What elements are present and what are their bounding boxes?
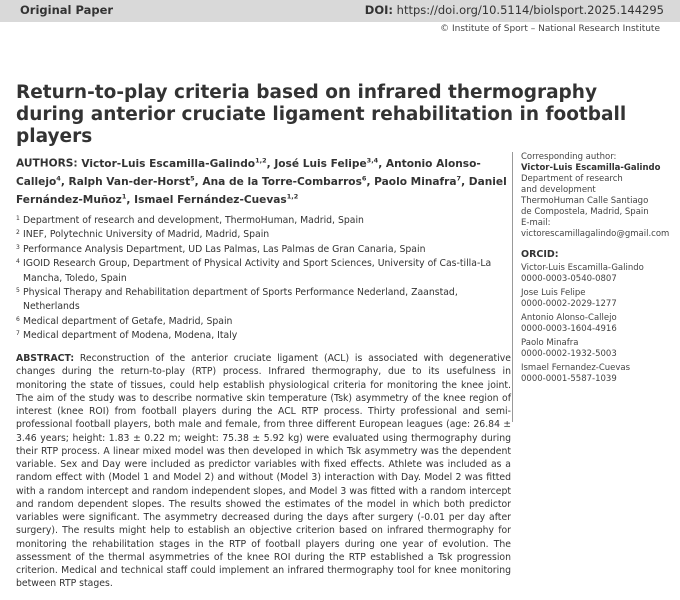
orcid-entry bbox=[521, 363, 677, 385]
author-name: Paolo Minafra bbox=[374, 175, 457, 188]
corresponding-line: and development bbox=[521, 185, 596, 195]
copyright-notice: © Institute of Sport – National Research Institute bbox=[440, 24, 660, 34]
orcid-list bbox=[521, 263, 677, 385]
affiliation-number: 1 bbox=[16, 215, 20, 222]
orcid-author-name: Ismael Fernandez-Cuevas bbox=[521, 363, 631, 373]
author-affiliation-marker: 7 bbox=[456, 174, 462, 183]
affiliation-number: 6 bbox=[16, 315, 20, 323]
orcid-id[interactable]: 0000-0003-0540-0807 bbox=[521, 274, 617, 284]
affiliation-item bbox=[16, 214, 511, 228]
affiliation-list bbox=[16, 214, 511, 344]
affiliation-number: 4 bbox=[16, 258, 20, 266]
author-name: Ismael Fernández-Cuevas bbox=[134, 193, 287, 206]
author-names: Victor-Luis Escamilla-Galindo$^{1,2}$, José Luis Felipe$^{3,4}$, Antonio Alonso-Callejo$^4$, Ralph Van-der-Horst$^5$, Ana de la Torre-Combarros$^6$, Paolo Minafra$^7$, Daniel Fernández-Muñoz$^1$, Ismael Fernández-Cuevas$^{1,2}$ bbox=[16, 156, 507, 206]
affiliation-item bbox=[16, 329, 511, 343]
corresponding-label: Corresponding author: bbox=[521, 152, 617, 162]
affiliation-item bbox=[16, 286, 511, 315]
affiliation-text: INEF, Polytechnic University of Madrid, Madrid, Spain bbox=[23, 229, 270, 241]
author-affiliation-marker: 4 bbox=[56, 174, 61, 183]
doi-line bbox=[365, 3, 664, 17]
article-type-label: Original Paper bbox=[20, 3, 114, 17]
orcid-label: ORCID: bbox=[521, 249, 559, 260]
affiliation-item bbox=[16, 257, 511, 286]
affiliation-text: Performance Analysis Department, UD Las Palmas, Las Palmas de Gran Canaria, Spain bbox=[23, 243, 426, 255]
author-affiliation-marker: 6 bbox=[361, 174, 367, 183]
author-list bbox=[16, 153, 511, 207]
email-address[interactable]: victorescamillagalindo@gmail.com bbox=[521, 229, 670, 239]
affiliation-text: IGOID Research Group, Department of Physical Activity and Sport Sciences, University of Cas-tilla-La Mancha, Toledo, Spain bbox=[23, 258, 492, 284]
orcid-id[interactable]: 0000-0002-1932-5003 bbox=[521, 349, 617, 359]
affiliation-text: Physical Therapy and Rehabilitation department of Sports Performance Nederland, Zaanstad, Netherlands bbox=[23, 287, 458, 313]
author-name: Daniel Fernández-Muñoz bbox=[16, 175, 507, 206]
sidebar-info bbox=[512, 152, 677, 422]
doi-prefix: DOI: bbox=[364, 3, 393, 17]
affiliation-item bbox=[16, 315, 511, 329]
author-name: Ralph Van-der-Horst bbox=[68, 175, 191, 188]
orcid-id[interactable]: 0000-0002-2029-1277 bbox=[521, 299, 617, 309]
author-affiliation-marker: 1,2 bbox=[255, 156, 267, 164]
author-affiliation-marker: 3,4 bbox=[366, 156, 379, 164]
orcid-id[interactable]: 0000-0001-5587-1039 bbox=[521, 374, 617, 384]
affiliation-text: Department of research and development, ThermoHuman, Madrid, Spain bbox=[23, 215, 364, 226]
journal-header-bar bbox=[0, 0, 680, 22]
author-name: Ana de la Torre-Combarros bbox=[202, 175, 362, 188]
author-name: Antonio Alonso-Callejo bbox=[16, 157, 481, 188]
affiliation-item bbox=[16, 228, 511, 242]
affiliation-text: Medical department of Modena, Modena, Italy bbox=[23, 330, 238, 342]
affiliation-number: 5 bbox=[16, 287, 20, 295]
orcid-entry bbox=[521, 338, 677, 360]
doi-link[interactable]: https://doi.org/10.5114/biolsport.2025.144295 bbox=[396, 3, 664, 17]
orcid-entry bbox=[521, 313, 677, 335]
corresponding-line: Department of research bbox=[521, 174, 623, 184]
abstract-text: Reconstruction of the anterior cruciate ligament (ACL) is associated with degenerative changes during the return-to-play (RTP) process. Infrared thermography, due to its usefulness in monitoring the state of tissues, could help establish physiological criteria for monitoring the knee joint. The aim of the study was to describe normative skin temperature (Tsk) asymmetry of the knee region of interest (knee ROI) from football players during the ACL RTP process. Thirty professional and semi-professional football players, both male and female, from three different European leagues (age: 26.84 ± 3.46 years; height: 1.83 ± 0.22 m; weight: 75.38 ± 5.92 kg) were evaluated using thermography during their RTP process. A linear mixed model was then developed in which Tsk asymmetry was the dependent variable. Sex and Day were included as predictor variables with fixed effects. Athlete was included as a random effect with (Model 1 and Model 2) and without (Model 3) interaction with Day. Model 2 was fitted with a random intercept and random independent slopes, and Model 3 was fitted with a random intercept and random dependent slopes. The results showed the estimates of the model in which both predictor variables were significant. The asymmetry decreased during the days after surgery (-0.01 per day after surgery). The results might help to establish an objective criterion based on infrared thermography for monitoring the rehabilitation stages in the RTP of football players during one year of evolution. The assessment of the thermal asymmetries of the knee ROI during the RTP established a Tsk progression criterion. Medical and technical staff could implement an infrared thermography tool for knee monitoring between RTP stages. bbox=[16, 353, 511, 590]
author-affiliation-marker: 1 bbox=[121, 192, 127, 201]
affiliation-number: 7 bbox=[16, 330, 20, 338]
affiliation-text: Medical department of Getafe, Madrid, Spain bbox=[23, 315, 233, 327]
orcid-author-name: Antonio Alonso-Callejo bbox=[521, 313, 617, 323]
abstract-label: ABSTRACT: bbox=[16, 353, 75, 364]
author-affiliation-marker: 5 bbox=[190, 174, 195, 183]
email-label: E-mail: bbox=[521, 218, 551, 228]
orcid-entry bbox=[521, 288, 677, 310]
author-name: José Luis Felipe bbox=[274, 157, 367, 170]
corresponding-line: ThermoHuman Calle Santiago bbox=[521, 196, 649, 206]
author-name: Victor-Luis Escamilla-Galindo bbox=[81, 157, 256, 170]
orcid-entry bbox=[521, 263, 677, 285]
corresponding-name: Victor-Luis Escamilla-Galindo bbox=[521, 163, 661, 173]
affiliation-item bbox=[16, 243, 511, 257]
affiliation-number: 3 bbox=[16, 243, 20, 251]
affiliation-number: 2 bbox=[16, 229, 20, 237]
corresponding-line: de Compostela, Madrid, Spain bbox=[521, 207, 649, 217]
authors-label: AUTHORS: bbox=[16, 157, 78, 170]
abstract bbox=[16, 352, 511, 591]
orcid-author-name: Jose Luis Felipe bbox=[521, 288, 586, 298]
author-affiliation-marker: 1,2 bbox=[286, 192, 299, 201]
paper-title: Return-to-play criteria based on infrared thermography during anterior cruciate ligament rehabilitation in football players bbox=[16, 82, 627, 147]
orcid-author-name: Victor-Luis Escamilla-Galindo bbox=[521, 263, 644, 273]
orcid-id[interactable]: 0000-0003-1604-4916 bbox=[521, 324, 617, 334]
orcid-author-name: Paolo Minafra bbox=[521, 338, 579, 348]
